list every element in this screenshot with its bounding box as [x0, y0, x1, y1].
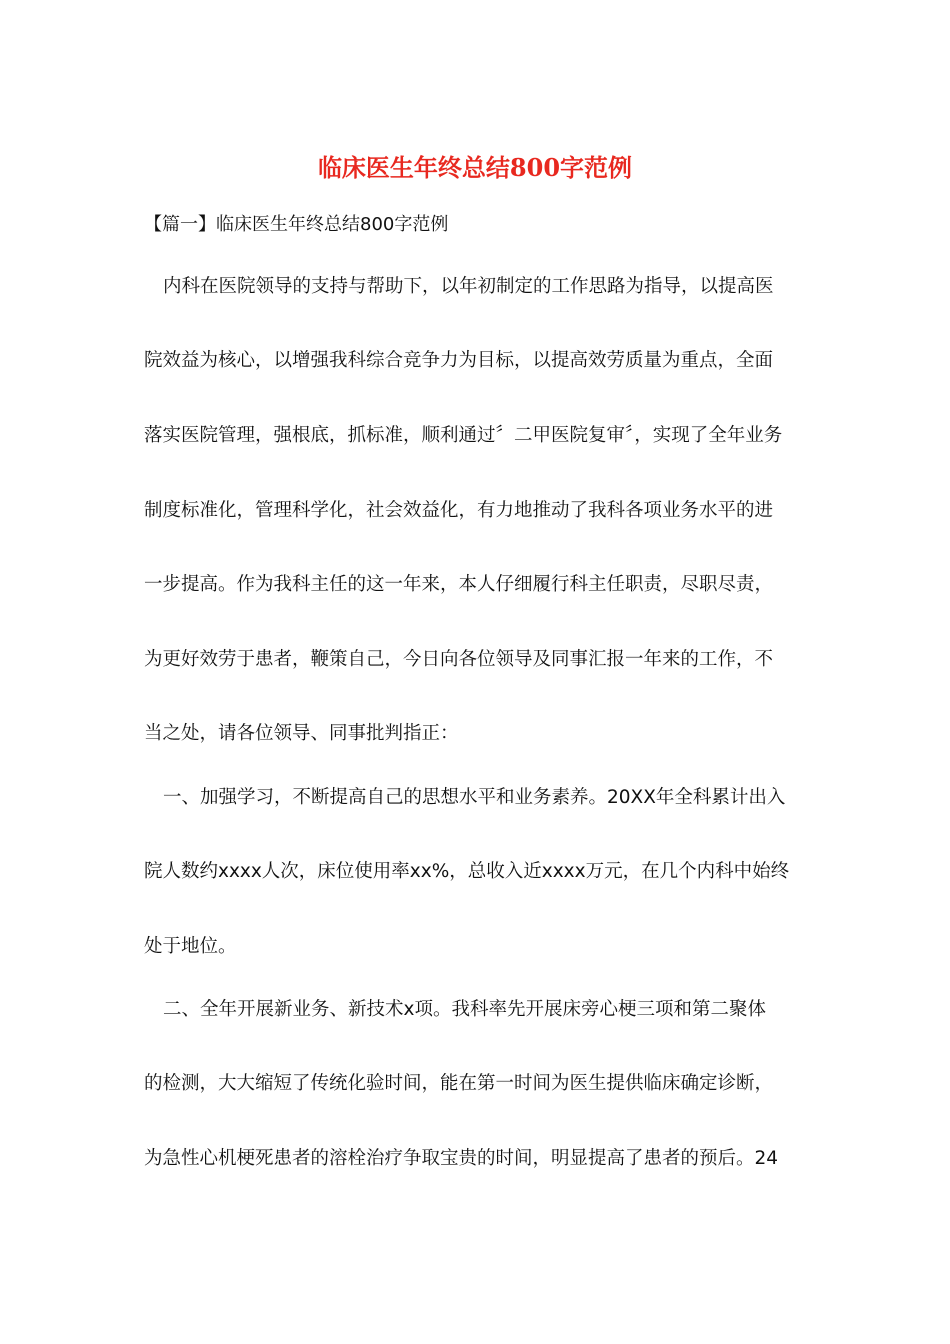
- paragraph-line: 当之处，请各位领导、同事批判指正：: [144, 723, 459, 744]
- paragraph-line: 的检测，大大缩短了传统化验时间，能在第一时间为医生提供临床确定诊断，: [144, 1073, 774, 1094]
- section-heading: 【篇一】临床医生年终总结800字范例: [144, 214, 449, 235]
- paragraph-line: 院人数约xxxx人次，床位使用率xx%，总收入近xxxx万元，在几个内科中始终: [144, 861, 790, 882]
- paragraph-line: 为急性心机梗死患者的溶栓治疗争取宝贵的时间，明显提高了患者的预后。24: [144, 1148, 779, 1169]
- paragraph-line: 为更好效劳于患者，鞭策自己，今日向各位领导及同事汇报一年来的工作，不: [144, 649, 774, 670]
- paragraph-line: 落实医院管理，强根底，抓标准，顺利通过〞二甲医院复审〞，实现了全年业务: [144, 425, 783, 446]
- paragraph-line: 制度标准化，管理科学化，社会效益化，有力地推动了我科各项业务水平的进: [144, 500, 774, 521]
- paragraph-line: 一、加强学习，不断提高自己的思想水平和业务素养。20XX年全科累计出入: [163, 787, 786, 808]
- paragraph-line: 院效益为核心，以增强我科综合竞争力为目标，以提高效劳质量为重点，全面: [144, 350, 774, 371]
- paragraph-line: 内科在医院领导的支持与帮助下，以年初制定的工作思路为指导，以提高医: [163, 276, 774, 297]
- paragraph-line: 二、全年开展新业务、新技术x项。我科率先开展床旁心梗三项和第二聚体: [163, 999, 766, 1020]
- paragraph-line: 处于地位。: [144, 936, 237, 957]
- paragraph-line: 一步提高。作为我科主任的这一年来，本人仔细履行科主任职责，尽职尽责，: [144, 574, 774, 595]
- document-title: 临床医生年终总结800字范例: [317, 153, 633, 182]
